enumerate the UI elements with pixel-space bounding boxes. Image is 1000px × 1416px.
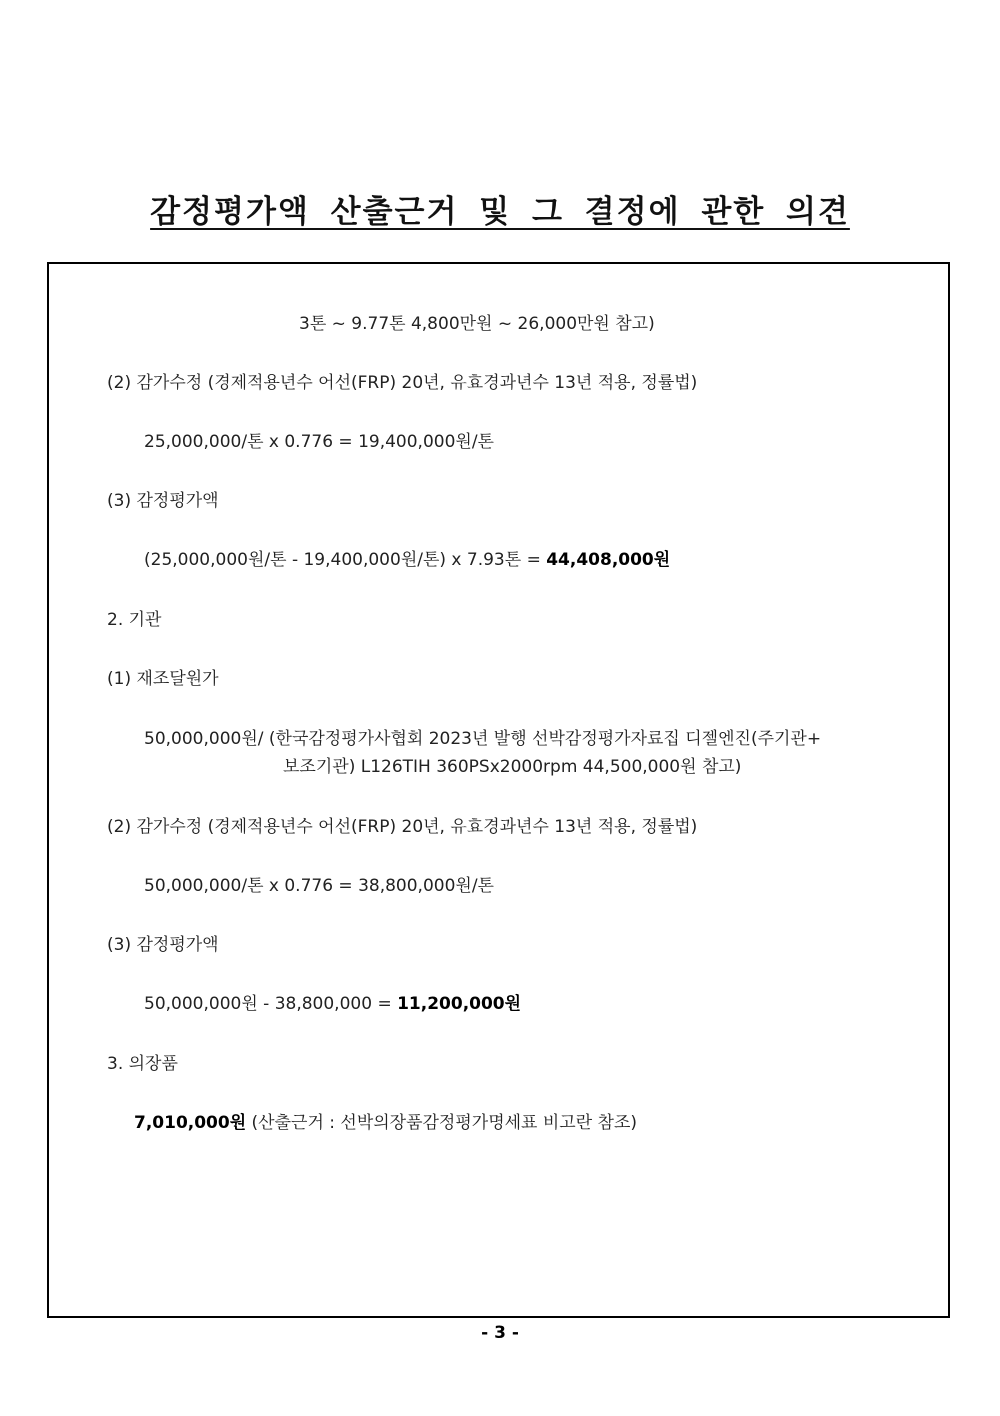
engine-depreciation-calc: 50,000,000/톤 x 0.776 = 38,800,000원/톤 <box>144 876 494 896</box>
hull-depreciation-calc: 25,000,000/톤 x 0.776 = 19,400,000원/톤 <box>144 432 494 452</box>
hull-value-result: 44,408,000원 <box>546 550 671 570</box>
engine-cost-heading: (1) 재조달원가 <box>107 669 219 689</box>
hull-value-line <box>144 549 670 571</box>
engine-value-heading: (3) 감정평가액 <box>107 935 219 955</box>
engine-cost-line-2: 보조기관) L126TIH 360PSx2000rpm 44,500,000원 참고) <box>283 757 742 777</box>
equipment-value-line <box>134 1112 637 1134</box>
equipment-value-result: 7,010,000원 <box>134 1113 247 1133</box>
page-title: 감정평가액 산출근거 및 그 결정에 관한 의견 <box>150 194 850 230</box>
engine-section-heading: 2. 기관 <box>107 610 162 630</box>
equipment-value-note: (산출근거 : 선박의장품감정평가명세표 비고란 참조) <box>246 1113 638 1133</box>
hull-reference-tail: 3톤 ~ 9.77톤 4,800만원 ~ 26,000만원 참고) <box>299 314 655 334</box>
engine-value-result: 11,200,000원 <box>397 994 522 1014</box>
content-frame <box>47 262 950 1318</box>
hull-value-calc: (25,000,000원/톤 - 19,400,000원/톤) x 7.93톤 = <box>144 550 547 570</box>
engine-value-line <box>144 993 521 1015</box>
hull-value-heading: (3) 감정평가액 <box>107 491 219 511</box>
engine-cost-line-1: 50,000,000원/ (한국감정평가사협회 2023년 발행 선박감정평가자료집 디젤엔진(주기관+ <box>144 729 822 749</box>
equipment-section-heading: 3. 의장품 <box>107 1054 178 1074</box>
engine-depreciation-heading: (2) 감가수정 (경제적용년수 어선(FRP) 20년, 유효경과년수 13년 적용, 정률법) <box>107 817 698 837</box>
page-number: - 3 - <box>481 1323 519 1343</box>
hull-depreciation-heading: (2) 감가수정 (경제적용년수 어선(FRP) 20년, 유효경과년수 13년 적용, 정률법) <box>107 373 698 393</box>
engine-value-calc: 50,000,000원 - 38,800,000 = <box>144 994 398 1014</box>
